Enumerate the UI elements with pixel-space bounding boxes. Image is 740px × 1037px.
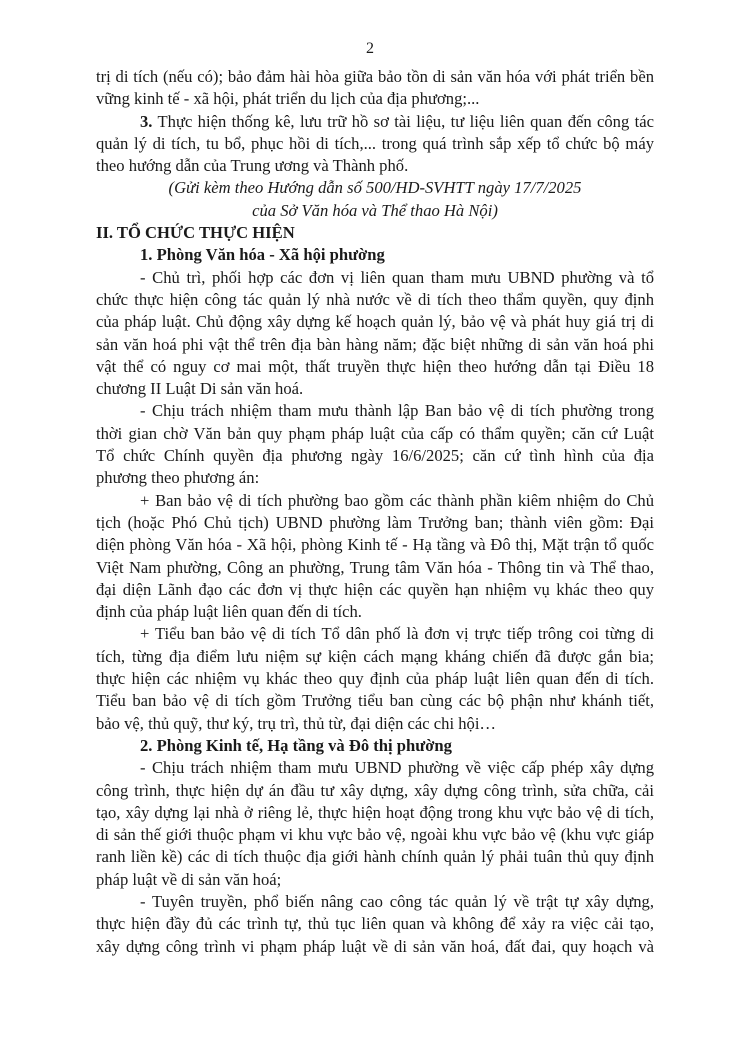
citation-line: của Sở Văn hóa và Thể thao Hà Nội) bbox=[252, 200, 498, 220]
text-line: định của pháp luật liên quan đến di tích. bbox=[96, 602, 362, 622]
text-line: Tiểu ban bảo vệ di tích gồm Trưởng tiểu ban cùng các bộ phận như khánh tiết, bbox=[96, 691, 654, 711]
text-line: - Chịu trách nhiệm tham mưu UBND phường về việc cấp phép xây dựng bbox=[140, 758, 654, 778]
text-line: xây dựng công trình vi phạm pháp luật về di sản văn hoá, đất đai, quy hoạch và bbox=[96, 936, 654, 956]
text-line: đại diện Lãnh đạo các đơn vị thực hiện các quyền hạn nhiệm vụ khác theo quy bbox=[96, 579, 654, 599]
section-heading: 2. Phòng Kinh tế, Hạ tầng và Đô thị phường bbox=[140, 735, 452, 755]
text-line: + Ban bảo vệ di tích phường bao gồm các thành phần kiêm nhiệm do Chủ bbox=[140, 490, 654, 510]
text-line: của pháp luật. Chủ động xây dựng kế hoạch quản lý, bảo vệ và phát huy giá trị di bbox=[96, 312, 654, 332]
text-line: di sản thế giới thuộc phạm vi khu vực bảo vệ, ngoài khu vực bảo vệ (khu vực giáp bbox=[96, 825, 654, 845]
text-line: sản văn hoá phi vật thể trên địa bàn hàng năm; đặc biệt những di sản văn hoá phi bbox=[96, 334, 654, 354]
document-body bbox=[96, 66, 654, 958]
text-line: Tổ chức Chính quyền địa phương ngày 16/6/2025; căn cứ tình hình của địa bbox=[96, 446, 654, 466]
text-line: chương II Luật Di sản văn hoá. bbox=[96, 379, 304, 399]
text-line: ranh liền kề) các di tích thuộc địa giới hành chính quản lý phải tuân thủ quy định bbox=[96, 847, 654, 867]
page-number: 2 bbox=[366, 40, 374, 57]
text-line: chức thực hiện công tác quản lý nhà nước về di tích theo thẩm quyền, quy định bbox=[96, 289, 654, 309]
text-line: phương theo phương án: bbox=[96, 468, 260, 488]
text-line: quản lý di tích, tu bổ, phục hồi di tích,... trong quá trình sắp xếp tổ chức bộ máy bbox=[96, 133, 654, 153]
text-line: thực hiện các nhiệm vụ khác theo quy định của pháp luật liên quan đến di tích. bbox=[96, 669, 654, 689]
text-line: pháp luật về di sản văn hoá; bbox=[96, 869, 282, 889]
text-line: tích, từng địa điểm lưu niệm sự kiện cách mạng kháng chiến đã được gắn bia; bbox=[96, 646, 654, 666]
text-line: tạo, xây dựng lại nhà ở riêng lẻ, thực hiện hoạt động trong khu vực bảo vệ di tích, bbox=[96, 802, 654, 822]
text-line: trị di tích (nếu có); bảo đảm hài hòa giữa bảo tồn di sản văn hóa với phát triển bền bbox=[96, 67, 654, 86]
text-line: công trình, thực hiện dự án đầu tư xây dựng, xây dựng công trình, sửa chữa, cải bbox=[96, 780, 654, 800]
text-line: bảo vệ, thủ quỹ, thư ký, trụ trì, thủ từ, đại diện các chi hội… bbox=[96, 713, 497, 733]
text-line: thời gian chờ Văn bản quy phạm pháp luật của cấp có thẩm quyền; căn cứ Luật bbox=[96, 423, 654, 443]
text-line: - Chịu trách nhiệm tham mưu thành lập Ban bảo vệ di tích phường trong bbox=[140, 401, 654, 421]
text-line: tịch (hoặc Phó Chủ tịch) UBND phường làm Trưởng ban; thành viên gồm: Đại bbox=[96, 512, 654, 532]
section-heading: 1. Phòng Văn hóa - Xã hội phường bbox=[140, 245, 385, 265]
citation-line: (Gửi kèm theo Hướng dẫn số 500/HD-SVHTT ngày 17/7/2025 bbox=[168, 178, 582, 198]
text-line: vững kinh tế - xã hội, phát triển du lịch của địa phương;... bbox=[96, 89, 480, 109]
text-line: Việt Nam phường, Công an phường, Trung tâm Văn hóa - Thông tin và Thể thao, bbox=[96, 557, 654, 577]
text-line: vật thể có nguy cơ mai một, thất truyền thực hiện theo hướng dẫn tại Điều 18 bbox=[96, 356, 654, 376]
text-line: - Chủ trì, phối hợp các đơn vị liên quan tham mưu UBND phường và tổ bbox=[140, 267, 654, 287]
text-line: thực hiện đầy đủ các trình tự, thủ tục liên quan và không để xảy ra việc cải tạo, bbox=[96, 914, 654, 934]
text-line: diện phòng Văn hóa - Xã hội, phòng Kinh tế - Hạ tầng và Đô thị, Mặt trận tổ quốc bbox=[96, 535, 654, 555]
text-line: + Tiểu ban bảo vệ di tích Tổ dân phố là đơn vị trực tiếp trông coi từng di bbox=[140, 624, 654, 644]
text-line: 3. Thực hiện thống kê, lưu trữ hồ sơ tài liệu, tư liệu liên quan đến công tác bbox=[140, 111, 654, 131]
text-line: theo hướng dẫn của Trung ương và Thành phố. bbox=[96, 156, 409, 176]
text-line: - Tuyên truyền, phổ biến nâng cao công tác quản lý về trật tự xây dựng, bbox=[140, 891, 654, 911]
section-heading: II. TỔ CHỨC THỰC HIỆN bbox=[96, 223, 295, 243]
